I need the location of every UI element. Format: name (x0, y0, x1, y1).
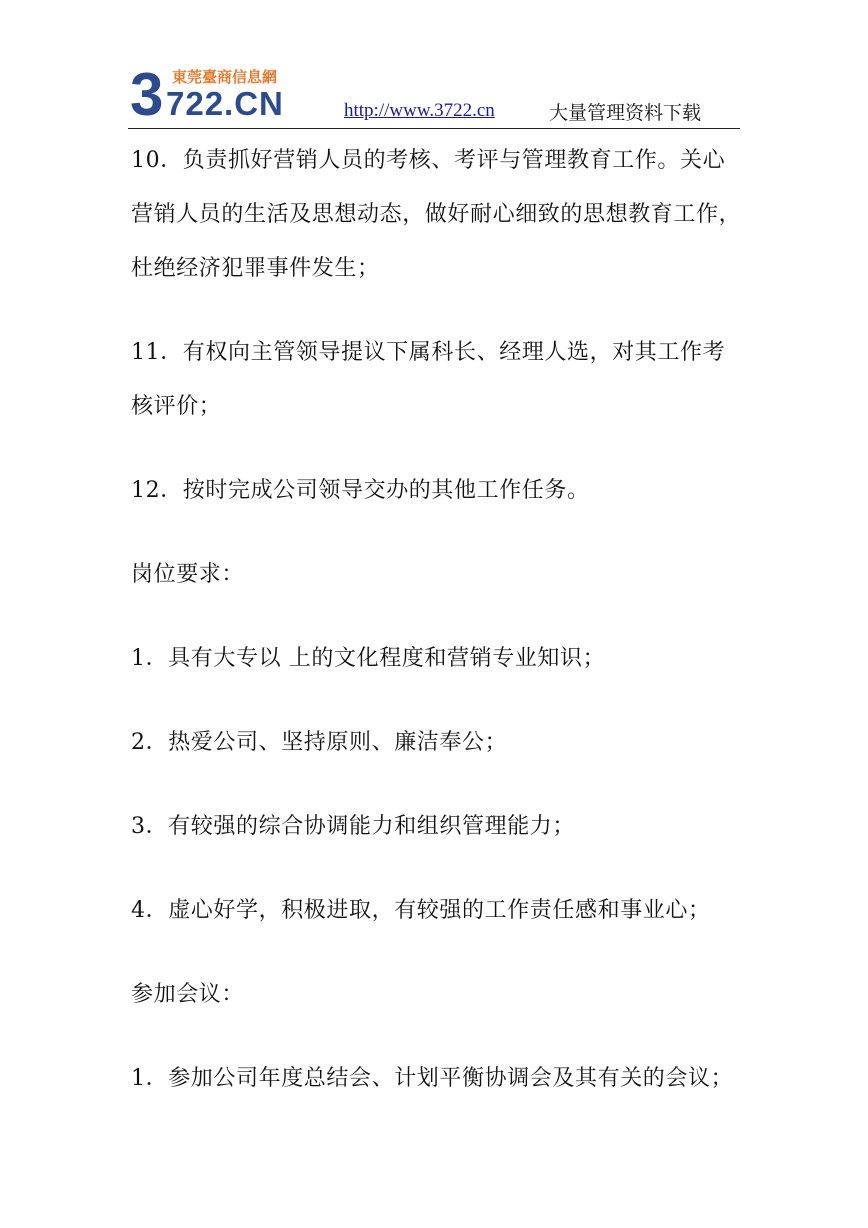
list-item: 1．具有大专以 上的文化程度和营销专业知识； (131, 646, 606, 671)
list-item: 4．虚心好学，积极进取，有较强的工作责任感和事业心； (131, 898, 711, 923)
svg-text:東莞臺商信息網: 東莞臺商信息網 (172, 68, 278, 86)
svg-text:722.CN: 722.CN (166, 85, 284, 122)
list-item: 2．热爱公司、坚持原则、廉洁奉公； (131, 730, 508, 755)
svg-text:3: 3 (130, 61, 164, 122)
page-header (128, 52, 740, 129)
paragraph: 10．负责抓好营销人员的考核、考评与管理教育工作。关心 营销人员的生活及思想动态，做好耐心细致的思想教育工作， 杜绝经济犯罪事件发生； (131, 148, 742, 281)
paragraph: 11．有权向主管领导提议下属科长、经理人选，对其工作考 核评价； (131, 340, 726, 419)
section-heading: 岗位要求： (131, 562, 245, 587)
header-title: 大量管理资料下载 (549, 102, 702, 124)
list-item: 1．参加公司年度总结会、计划平衡协调会及其有关的会议； (131, 1066, 734, 1091)
site-logo (128, 60, 308, 122)
section-heading: 参加会议： (131, 982, 245, 1007)
site-link[interactable]: http://www.3722.cn (344, 100, 495, 121)
list-item: 3．有较强的综合协调能力和组织管理能力； (131, 814, 575, 839)
paragraph: 12．按时完成公司领导交办的其他工作任务。 (131, 478, 590, 503)
document-body (131, 134, 743, 1106)
